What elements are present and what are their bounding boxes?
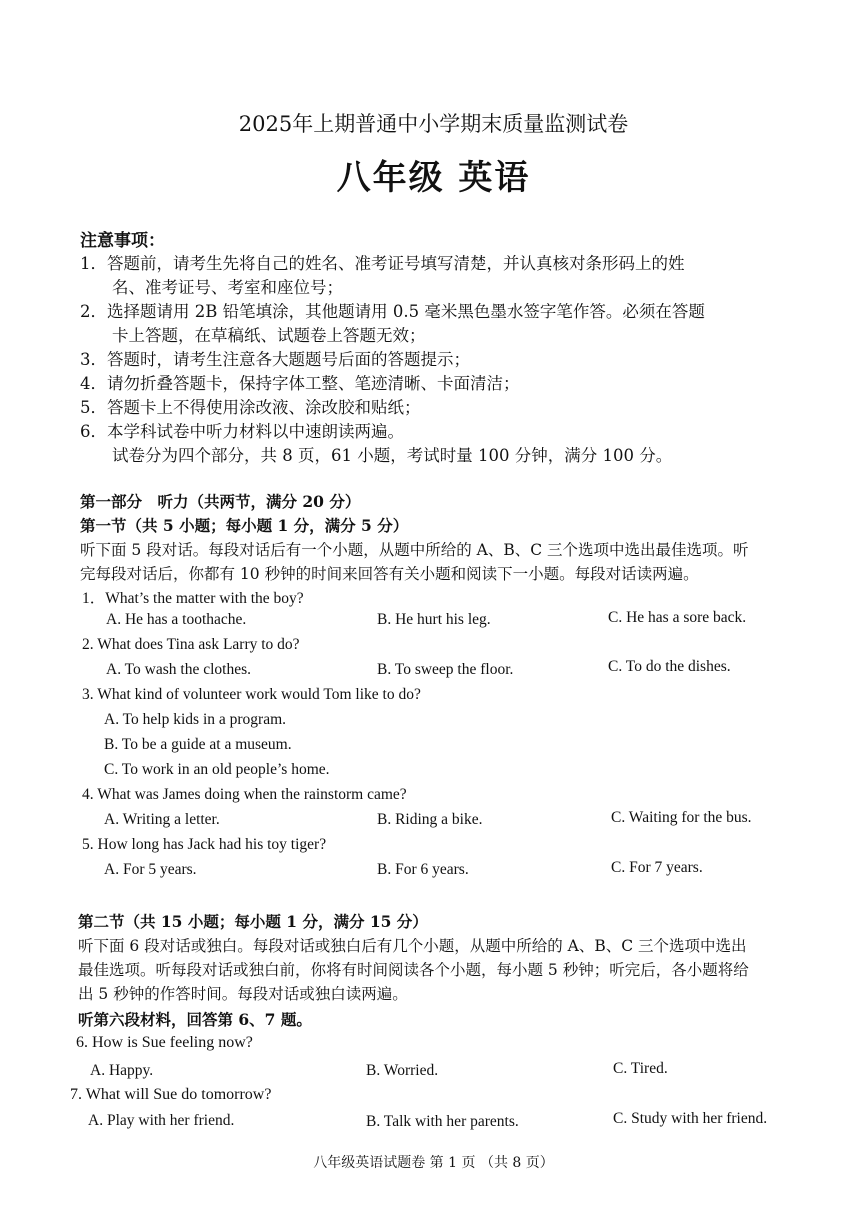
q3-stem: 3. What kind of volunteer work would Tom like to do? [82,686,421,703]
q1-option-b: B. He hurt his leg. [377,611,491,628]
q2-option-a: A. To wash the clothes. [106,661,251,678]
q2-option-b: B. To sweep the floor. [377,661,514,678]
notice-line-2b: 卡上答题，在草稿纸、试题卷上答题无效； [112,326,426,345]
notice-line-6: 6．本学科试卷中听力材料以中速朗读两遍。 [80,422,404,441]
q5-option-c: C. For 7 years. [611,859,703,876]
q6-option-a: A. Happy. [90,1062,154,1079]
notice-line-5: 5．答题卡上不得使用涂改液、涂改胶和贴纸； [80,398,421,417]
q5-option-a: A. For 5 years. [104,861,197,878]
exam-title: 2025年上期普通中小学期末质量监测试卷 [238,112,629,136]
section2-instruction-2: 最佳选项。听每段对话或独白前，你将有时间阅读各个小题，每小题 5 秒钟；听完后，各小题将给 [78,961,749,979]
part1-heading: 第一部分 听力（共两节，满分 20 分） [80,492,361,511]
q4-option-c: C. Waiting for the bus. [611,809,752,826]
notice-line-3: 3．答题时，请考生注意各大题题号后面的答题提示； [80,350,470,369]
notice-line-1: 1．答题前，请考生先将自己的姓名、准考证号填写清楚，并认真核对条形码上的姓 [80,254,685,273]
notice-line-6b: 试卷分为四个部分，共 8 页，61 小题，考试时量 100 分钟，满分 100 分。 [112,446,673,465]
notice-heading: 注意事项： [80,231,165,251]
section2-instruction-3: 出 5 秒钟的作答时间。每段对话或独白读两遍。 [78,985,408,1003]
section2-heading: 第二节（共 15 小题；每小题 1 分，满分 15 分） [78,912,428,931]
exam-subtitle: 八年级 英语 [336,158,531,198]
q2-option-c: C. To do the dishes. [608,658,731,675]
q6-option-c: C. Tired. [613,1060,668,1077]
q7-option-c: C. Study with her friend. [613,1110,768,1127]
q4-option-b: B. Riding a bike. [377,811,483,828]
material-6-heading: 听第六段材料，回答第 6、7 题。 [78,1010,312,1029]
section1-heading: 第一节（共 5 小题；每小题 1 分，满分 5 分） [80,516,409,535]
q5-option-b: B. For 6 years. [377,861,469,878]
notice-line-4: 4．请勿折叠答题卡，保持字体工整、笔迹清晰、卡面清洁； [80,374,520,393]
section1-instruction-1: 听下面 5 段对话。每段对话后有一个小题，从题中所给的 A、B、C 三个选项中选出最佳选项。听 [80,541,749,559]
q7-option-b: B. Talk with her parents. [366,1113,519,1130]
q7-stem: 7. What will Sue do tomorrow? [70,1086,272,1103]
q4-stem: 4. What was James doing when the rainstorm came? [82,786,407,803]
section1-instruction-2: 完每段对话后，你都有 10 秒钟的时间来回答有关小题和阅读下一小题。每段对话读两遍。 [80,565,699,583]
page-footer: 八年级英语试题卷 第 1 页 （共 8 页） [313,1155,554,1171]
q6-option-b: B. Worried. [366,1062,439,1079]
notice-line-2: 2．选择题请用 2B 铅笔填涂，其他题请用 0.5 毫米黑色墨水签字笔作答。必须在答题 [80,302,705,321]
q2-stem: 2. What does Tina ask Larry to do? [82,636,300,653]
q1-stem: 1．What’s the matter with the boy? [82,590,304,607]
notice-line-1b: 名、准考证号、考室和座位号； [112,278,343,297]
q3-option-c: C. To work in an old people’s home. [104,761,330,778]
q1-option-a: A. He has a toothache. [106,611,247,628]
q3-option-a: A. To help kids in a program. [104,711,287,728]
q5-stem: 5. How long has Jack had his toy tiger? [82,836,327,853]
q3-option-b: B. To be a guide at a museum. [104,736,292,753]
section2-instruction-1: 听下面 6 段对话或独白。每段对话或独白后有几个小题，从题中所给的 A、B、C 三个选项中选出 [78,937,747,955]
q4-option-a: A. Writing a letter. [104,811,220,828]
q7-option-a: A. Play with her friend. [88,1112,235,1129]
q1-option-c: C. He has a sore back. [608,609,747,626]
q6-stem: 6. How is Sue feeling now? [76,1034,253,1051]
